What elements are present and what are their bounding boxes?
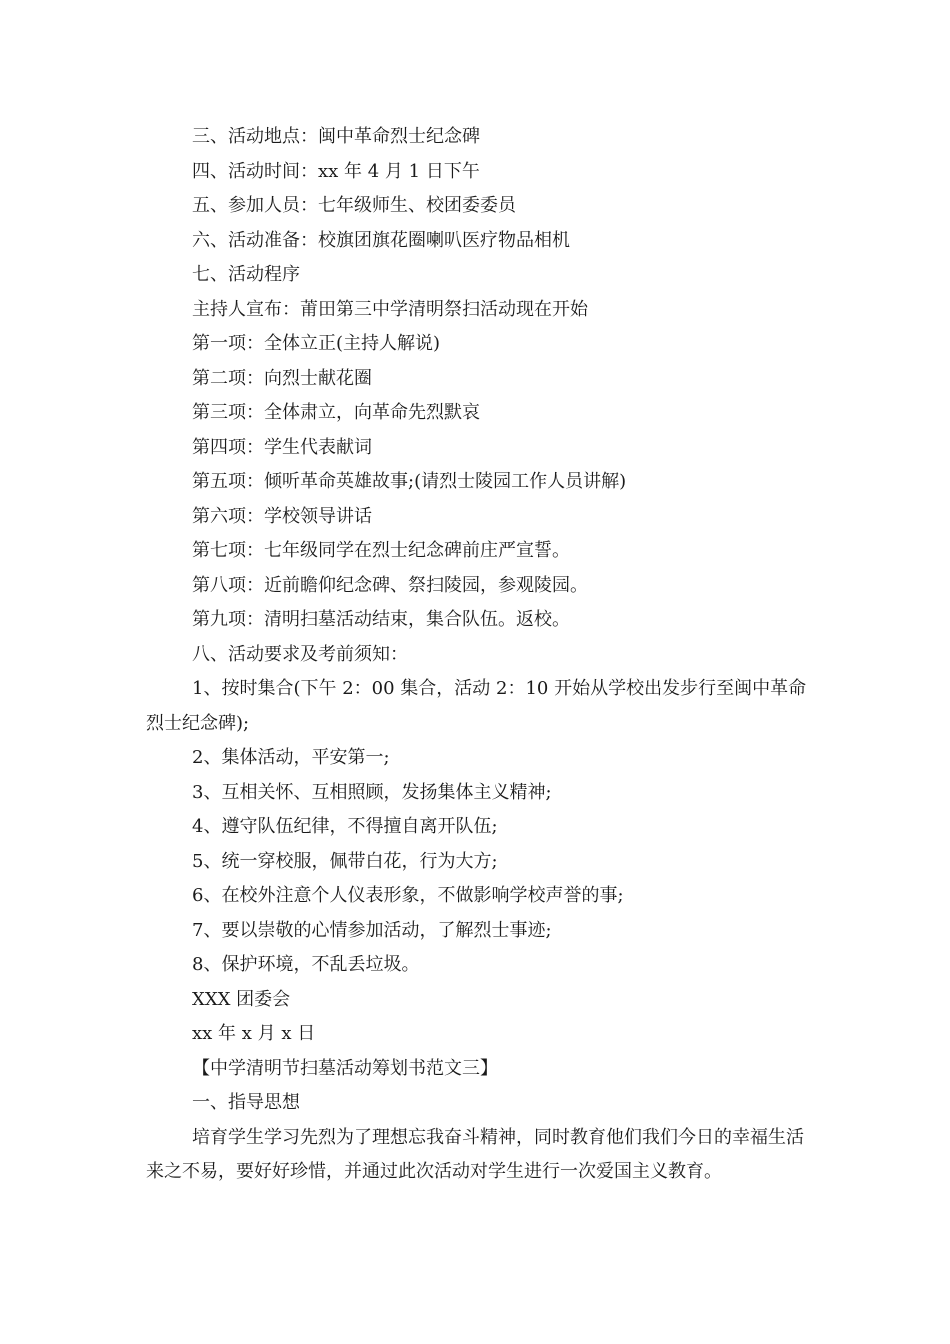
participants-line: 五、参加人员：七年级师生、校团委委员 <box>192 195 516 216</box>
guiding-thought-paragraph: 培育学生学习先烈为了理想忘我奋斗精神，同时教育他们我们今日的幸福生活来之不易，要好好珍惜，并通过此次活动对学生进行一次爱国主义教育。 <box>146 1126 804 1182</box>
procedure-item-9: 第九项：清明扫墓活动结束，集合队伍。返校。 <box>192 609 570 630</box>
requirements-heading: 八、活动要求及考前须知： <box>192 643 408 665</box>
preparation-line: 六、活动准备：校旗团旗花圈喇叭医疗物品相机 <box>192 229 570 251</box>
procedure-item-3: 第三项：全体肃立，向革命先烈默哀 <box>192 402 480 423</box>
procedure-item-8: 第八项：近前瞻仰纪念碑、祭扫陵园，参观陵园。 <box>192 574 588 596</box>
requirement-item-6: 6、在校外注意个人仪表形象，不做影响学校声誉的事; <box>192 885 624 906</box>
requirement-item-3: 3、互相关怀、互相照顾，发扬集体主义精神; <box>192 781 552 803</box>
requirement-item-5: 5、统一穿校服，佩带白花，行为大方; <box>192 850 498 872</box>
procedure-item-6: 第六项：学校领导讲话 <box>192 505 372 527</box>
procedure-heading: 七、活动程序 <box>192 264 300 285</box>
activity-time-line: 四、活动时间：xx 年 4 月 1 日下午 <box>192 160 480 182</box>
activity-location-line: 三、活动地点：闽中革命烈士纪念碑 <box>192 126 480 147</box>
procedure-item-4: 第四项：学生代表献词 <box>192 436 372 458</box>
requirement-item-2: 2、集体活动，平安第一; <box>192 747 390 768</box>
procedure-item-5: 第五项：倾听革命英雄故事;(请烈士陵园工作人员讲解) <box>192 471 627 492</box>
requirement-item-8: 8、保护环境，不乱丢垃圾。 <box>192 954 420 975</box>
procedure-item-2: 第二项：向烈士献花圈 <box>192 367 372 389</box>
signature-date: xx 年 x 月 x 日 <box>192 1023 316 1044</box>
host-announcement-line: 主持人宣布：莆田第三中学清明祭扫活动现在开始 <box>192 298 588 320</box>
section-title: 【中学清明节扫墓活动筹划书范文三】 <box>192 1057 498 1079</box>
signature-organization: XXX 团委会 <box>192 988 291 1010</box>
procedure-item-1: 第一项：全体立正(主持人解说) <box>192 333 441 354</box>
procedure-item-7: 第七项：七年级同学在烈士纪念碑前庄严宣誓。 <box>192 540 570 561</box>
requirement-item-7: 7、要以崇敬的心情参加活动，了解烈士事迹; <box>192 919 552 941</box>
requirement-item-4: 4、遵守队伍纪律，不得擅自离开队伍; <box>192 816 498 837</box>
document-body <box>146 120 818 1190</box>
requirement-item-1: 1、按时集合(下午 2：00 集合，活动 2：10 开始从学校出发步行至闽中革命烈士纪念碑); <box>146 678 807 734</box>
guiding-thought-heading: 一、指导思想 <box>192 1092 300 1113</box>
